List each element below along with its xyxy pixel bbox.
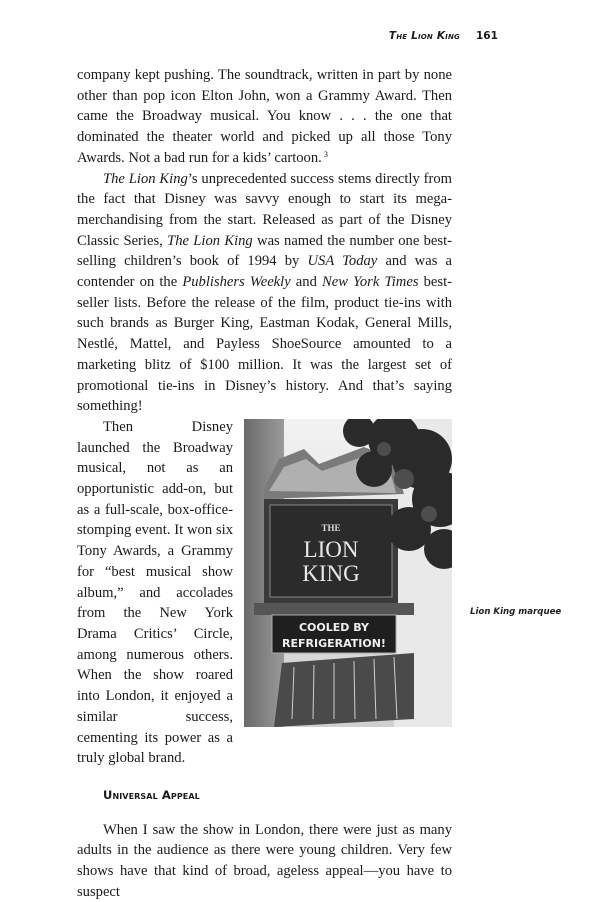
caption-rest: marquee — [515, 607, 562, 617]
marquee-photo — [244, 419, 452, 727]
paragraph-3-text: Then Disney launched the Broadway musical, not as an opportunistic add-on, but as a full-scale, box-office-stomping event. It won six Tony Awards, a Grammy for “best musical show album,” and accolades from the New York Drama Critics’ Circle, among numerous others. When the show roared into London, it enjoyed a similar success, cementing its power as a truly global brand. — [77, 418, 233, 767]
body-text — [77, 65, 452, 902]
paragraph-2 — [77, 169, 452, 417]
marquee-text-king: KING — [302, 560, 360, 586]
footnote-ref: 3 — [323, 148, 329, 159]
caption-title: Lion King — [470, 607, 516, 617]
paragraph-2-text: and — [290, 274, 323, 291]
paragraph-2-text: was named the number one best-selling children’s book of 1994 by — [77, 232, 452, 270]
publication-title: USA Today — [307, 253, 378, 270]
section-heading: Universal Appeal — [103, 787, 200, 802]
paragraph-4-text: When I saw the show in London, there were just as many adults in the audience as there were young children. Very few shows have that kind of broad, ageless appeal—you have to suspect — [77, 821, 452, 900]
book-title: The Lion King — [167, 232, 253, 249]
marquee-text-the: THE — [321, 522, 341, 533]
book-title: The Lion King — [103, 170, 188, 187]
marquee-text-lion: LION — [303, 536, 359, 562]
publication-title: Publishers Weekly — [182, 274, 291, 291]
paragraph-3 — [77, 417, 452, 769]
page-number: 161 — [476, 30, 498, 42]
paragraph-2-text: ’s unprecedented success stems directly from the fact that Disney was savvy enough to start its mega-merchandising from the start. Released as part of the Disney Classic Series, — [77, 170, 452, 249]
figure-caption — [470, 607, 590, 617]
paragraph-1 — [77, 65, 452, 169]
running-header — [0, 30, 600, 46]
paragraph-2-text: best-seller lists. Before the release of the film, product tie-ins with such brands as Burger King, Eastman Kodak, General Mills, Nestlé, Mattel, and Payless ShoeSource amounted to a marketing blitz of $100 million. It was the largest set of promotional tie-ins in Disney’s history. And that’s saying something! — [77, 274, 453, 415]
paragraph-1-text: company kept pushing. The soundtrack, written in part by none other than pop icon Elton John, won a Grammy Award. Then came the Broadway musical. You know . . . the one that dominated the theater world and picked up all those Tony Awards. Not a bad run for a kids’ cartoon. — [77, 67, 452, 166]
paragraph-2-text: and was a contender on the — [77, 253, 452, 291]
publication-title: New York Times — [322, 274, 419, 291]
banner-text-1: COOLED BY — [298, 620, 370, 634]
paragraph-4 — [77, 820, 452, 902]
banner-text-2: REFRIGERATION! — [282, 636, 386, 650]
running-title: The Lion King — [388, 30, 460, 42]
